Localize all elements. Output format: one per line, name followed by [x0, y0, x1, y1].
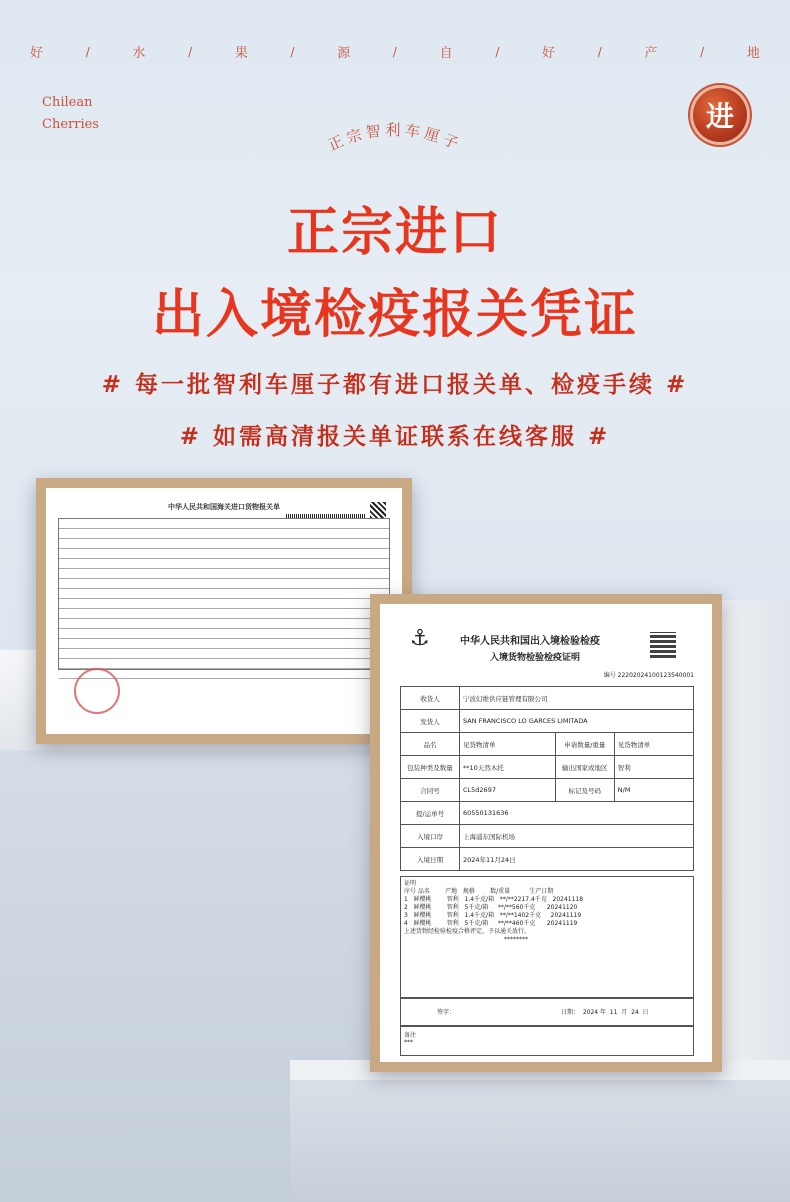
items-header: 序号 品名 产地 规格 数/重量 生产日期 — [404, 888, 554, 895]
slogan-char: 好 — [542, 46, 556, 61]
note-row — [400, 1026, 694, 1056]
field-value: CL5d2697 — [460, 779, 556, 802]
slogan-char: 源 — [337, 46, 351, 61]
declaration-grid — [58, 518, 390, 670]
field-value: 见货物清单 — [460, 733, 556, 756]
item-row: 2 鲜樱桃 智利 5千克/箱 **/**560千克 20241120 — [404, 904, 578, 911]
brand-line: Chilean — [42, 95, 93, 110]
arc-subtitle — [290, 110, 500, 180]
certificate-subtitle: 入境货物检验检疫证明 — [490, 653, 581, 663]
field-value: SAN FRANCISCO LO GARCES LIMITADA — [460, 710, 694, 733]
customs-declaration-title: 中华人民共和国海关进口货物报关单 — [168, 503, 280, 511]
field-label: 品名 — [401, 733, 460, 756]
body-label: 证明 — [404, 880, 417, 887]
date-text: 日期： 2024 年 11 月 24 日 — [561, 1009, 649, 1016]
field-value: N/M — [614, 779, 693, 802]
red-seal-stamp — [74, 668, 120, 714]
subtitle-line-1: # 每一批智利车厘子都有进口报关单、检疫手续 # — [101, 372, 689, 398]
headline-genuine-import: 正宗进口 — [286, 203, 503, 263]
slogan-char: 水 — [132, 46, 146, 61]
brand-line: Cherries — [42, 117, 99, 132]
field-label: 标记及号码 — [555, 779, 614, 802]
customs-declaration-doc — [52, 494, 396, 728]
subtitle-line-2: # 如需高清报关单证联系在线客服 # — [179, 424, 611, 450]
slogan-char: 产 — [644, 46, 658, 61]
qr-code-icon — [370, 502, 386, 518]
slogan-char: 地 — [746, 46, 760, 61]
customs-emblem-icon: ⚓ — [410, 626, 430, 651]
certificate-title: 中华人民共和国出入境检验检疫 — [460, 636, 600, 647]
field-label: 入境口岸 — [401, 825, 460, 848]
field-label: 入境日期 — [401, 848, 460, 871]
certificate-number: 编号 22202024100123540001 — [603, 672, 694, 679]
field-value: 2024年11月24日 — [460, 848, 694, 871]
field-value: **10天然木托 — [460, 756, 556, 779]
signature-row — [400, 998, 694, 1026]
note-value: *** — [404, 1039, 413, 1046]
field-label: 输出国家或地区 — [555, 756, 614, 779]
field-label: 提/运单号 — [401, 802, 460, 825]
sign-label: 签字： — [437, 1009, 456, 1016]
pedestal-front-bottom — [290, 1080, 790, 1202]
slash-divider: / — [85, 44, 90, 59]
note-label: 备注 — [404, 1032, 417, 1039]
slogan-bar — [30, 42, 760, 61]
field-label: 收货人 — [401, 687, 460, 710]
import-badge: 进 — [693, 88, 747, 142]
svg-text:正宗智利车厘子 — [325, 121, 464, 154]
certificate-body — [400, 876, 694, 998]
field-label: 合同号 — [401, 779, 460, 802]
field-value: 见货物清单 — [614, 733, 693, 756]
slogan-char: 果 — [234, 46, 248, 61]
pedestal-right — [720, 600, 790, 1060]
field-value: 上海浦东国际机场 — [460, 825, 694, 848]
slash-divider: / — [188, 44, 193, 59]
customs-declaration-frame — [36, 478, 412, 744]
field-value: 智利 — [614, 756, 693, 779]
inspection-certificate-doc — [380, 604, 712, 1062]
item-row: 4 鲜樱桃 智利 5千克/箱 **/**460千克 20241119 — [404, 920, 578, 927]
slash-divider: / — [392, 44, 397, 59]
inspection-certificate-frame — [370, 594, 722, 1072]
certificate-table — [400, 686, 694, 871]
qr-code-icon — [650, 632, 676, 658]
headline-customs-certificate: 出入境检疫报关凭证 — [151, 285, 638, 345]
field-value: 60550131636 — [460, 802, 694, 825]
slogan-char: 自 — [439, 46, 453, 61]
slash-divider: / — [700, 44, 705, 59]
slash-divider: / — [597, 44, 602, 59]
brand-text — [42, 92, 99, 136]
slash-divider: / — [495, 44, 500, 59]
arc-subtitle-text: 正宗智利车厘子 — [325, 121, 465, 155]
field-label: 包装种类及数量 — [401, 756, 460, 779]
field-label: 申请数量/重量 — [555, 733, 614, 756]
slash-divider: / — [290, 44, 295, 59]
slogan-char: 好 — [30, 46, 44, 61]
statement-text: 上述货物经检验检疫合格评定，予以通关放行。 — [404, 928, 531, 935]
item-row: 1 鲜樱桃 智利 1.4千克/箱 **/**2217.4千克 20241118 — [404, 896, 584, 903]
stars-text: ******** — [504, 936, 528, 943]
item-row: 3 鲜樱桃 智利 1.4千克/箱 **/**1402千克 20241119 — [404, 912, 582, 919]
field-label: 发货人 — [401, 710, 460, 733]
field-value: 宁波幻维供应链管理有限公司 — [460, 687, 694, 710]
